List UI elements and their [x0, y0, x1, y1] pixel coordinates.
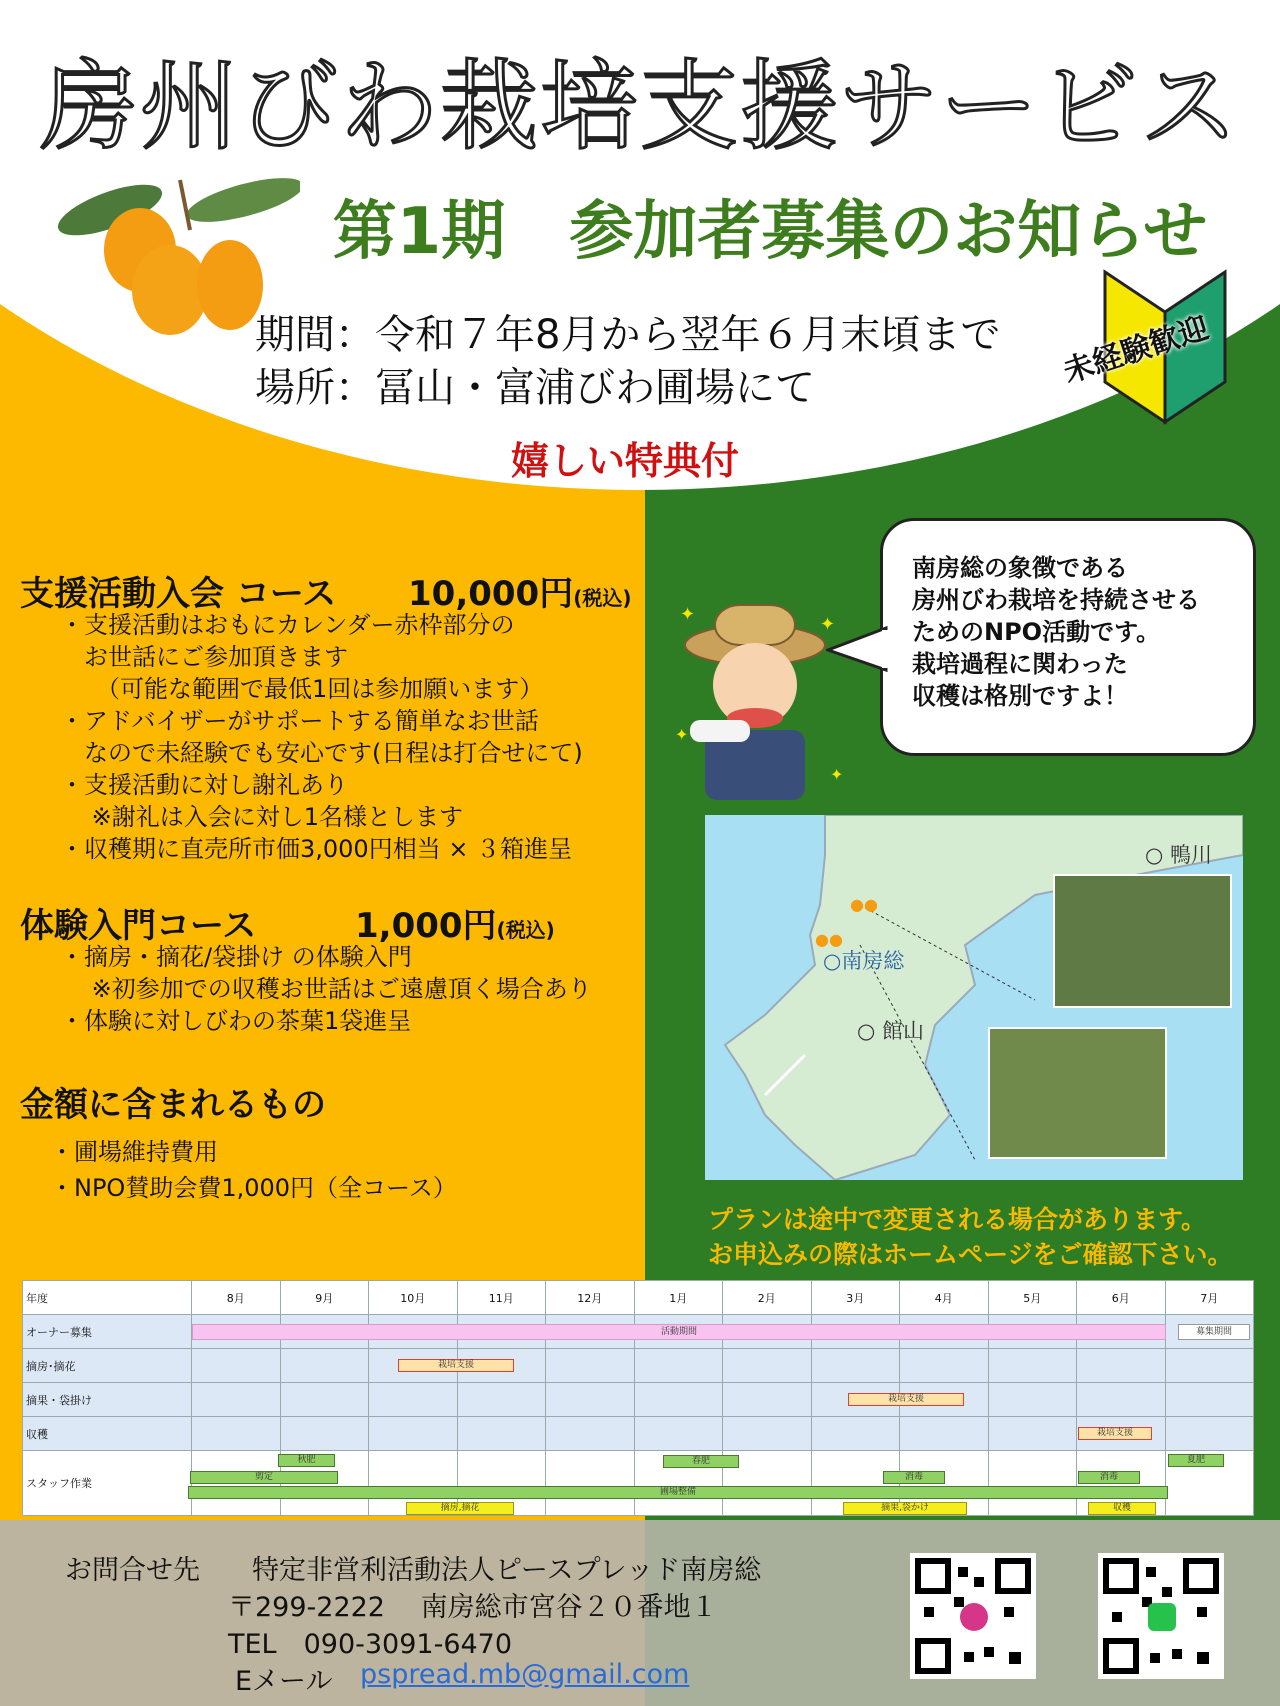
- course1-line: （可能な範囲で最低1回は参加願います）: [60, 675, 544, 703]
- month-header: 7月: [1165, 1281, 1254, 1315]
- course2-line: ※初参加での収穫お世話はご遠慮頂く場合あり: [60, 975, 592, 1003]
- phone: TEL 090-3091-6470: [228, 1629, 513, 1660]
- row-label: 収穫: [23, 1417, 192, 1451]
- support-bar: 栽培支援: [398, 1359, 514, 1372]
- qr-pattern: [914, 1557, 1032, 1675]
- course2-price: 1,000円: [355, 906, 497, 946]
- included-line: ・NPO賛助会費1,000円（全コース）: [50, 1174, 457, 1202]
- svg-text:✦: ✦: [680, 604, 696, 625]
- month-header: 4月: [900, 1281, 989, 1315]
- month-header: 3月: [811, 1281, 900, 1315]
- loquat-marker-icon: ●●: [815, 930, 843, 949]
- sparkle-icon: [670, 600, 850, 800]
- summer-fertilizer-bar: 夏肥: [1168, 1454, 1224, 1467]
- course1-tax: (税込): [573, 586, 632, 610]
- map-label-tateyama: ○ 館山: [857, 1019, 924, 1043]
- kamogawa-label: 鴨川: [1170, 843, 1212, 867]
- maintenance-bar: 圃場整備: [188, 1486, 1168, 1499]
- recruit-period-bar: 募集期間: [1178, 1324, 1250, 1340]
- support-bar: 栽培支援: [848, 1393, 964, 1406]
- course1-line: ・アドバイザーがサポートする簡単なお世話: [60, 707, 539, 735]
- line-qr-code[interactable]: [1098, 1553, 1224, 1679]
- place-text: 場所：冨山・富浦びわ圃場にて: [255, 365, 815, 411]
- harvest-bar: 収穫: [1088, 1502, 1156, 1515]
- orchard-photo: [1053, 874, 1232, 1008]
- welcome-badge: 未経験歓迎: [1059, 310, 1213, 391]
- month-header: 10月: [369, 1281, 458, 1315]
- plan-note: プランは途中で変更される場合があります。 お申込みの際はホームページをご確認下さい。: [708, 1205, 1233, 1269]
- period-text: 期間：令和７年8月から翌年６月末頃まで: [255, 312, 1001, 358]
- month-header: 6月: [1077, 1281, 1166, 1315]
- qr-pattern: [1102, 1557, 1220, 1675]
- email-label: Eメール: [235, 1666, 333, 1697]
- support-bar: 栽培支援: [1078, 1427, 1152, 1440]
- svg-text:✦: ✦: [830, 765, 844, 784]
- schedule-header: 年度: [23, 1281, 192, 1315]
- month-header: 9月: [280, 1281, 369, 1315]
- contact-label: お問合せ先: [65, 1555, 200, 1586]
- schedule-table: [22, 1280, 1254, 1515]
- month-header: 11月: [457, 1281, 546, 1315]
- svg-text:✦: ✦: [675, 725, 689, 744]
- month-header: 5月: [988, 1281, 1077, 1315]
- bonus-text: 嬉しい特典付: [510, 439, 739, 483]
- course1-line: ・支援活動はおもにカレンダー赤枠部分の: [60, 611, 515, 639]
- month-header: 12月: [546, 1281, 635, 1315]
- thinning-flower-bar: 摘房,摘花: [406, 1502, 514, 1515]
- course1-line: お世話にご参加頂きます: [60, 643, 348, 671]
- disinfect-bar: 消毒: [1078, 1471, 1140, 1484]
- course2-title: 体験入門コース: [20, 906, 257, 946]
- instagram-qr-code[interactable]: [910, 1553, 1036, 1679]
- svg-text:✦: ✦: [820, 614, 836, 635]
- speech-bubble-tail: [826, 620, 890, 680]
- map-label-kamogawa: ○ 鴨川: [1145, 843, 1212, 867]
- course1-line: ・収穫期に直売所市価3,000円相当 × ３箱進呈: [60, 835, 573, 863]
- speech-text: 南房総の象徴である 房州びわ栽培を持続させる ためのNPO活動です。 栽培過程に関わった 収穫は格別ですよ！: [912, 554, 1200, 710]
- course1-price-group: [408, 566, 631, 615]
- course2-tax: (税込): [496, 918, 555, 942]
- course2-line: ・摘房・摘花/袋掛け の体験入門: [60, 943, 412, 971]
- orchard-photo: [988, 1027, 1167, 1159]
- included-line: ・圃場維持費用: [50, 1138, 218, 1166]
- minamiboso-label: 南房総: [841, 949, 905, 973]
- loquat-marker-icon: ●●: [850, 895, 878, 914]
- month-header: 1月: [634, 1281, 723, 1315]
- email-link[interactable]: pspread.mb@gmail.com: [360, 1659, 690, 1690]
- row-label: スタッフ作業: [23, 1451, 192, 1516]
- month-header: 2月: [723, 1281, 812, 1315]
- month-header: 8月: [192, 1281, 281, 1315]
- row-label: オーナー募集: [23, 1315, 192, 1349]
- course2-price-group: [355, 898, 555, 947]
- course1-line: なので未経験でも安心です(日程は打合せにて): [60, 739, 583, 767]
- autumn-fertilizer-bar: 秋肥: [278, 1454, 335, 1467]
- tateyama-label: 館山: [882, 1019, 924, 1043]
- row-label: 摘房･摘花: [23, 1349, 192, 1383]
- pruning-bar: 剪定: [190, 1471, 338, 1484]
- course1-line: ※謝礼は入会に対し1名様とします: [60, 803, 464, 831]
- included-title: 金額に含まれるもの: [20, 1085, 326, 1125]
- page-subtitle: 第1期 参加者募集のお知らせ: [332, 195, 1208, 269]
- row-label: 摘果・袋掛け: [23, 1383, 192, 1417]
- thinning-fruit-bar: 摘果,袋かけ: [843, 1502, 967, 1515]
- organization-name: 特定非営利活動法人ピースプレッド南房総: [252, 1555, 762, 1586]
- spring-fertilizer-bar: 春肥: [663, 1455, 739, 1468]
- address: 〒299-2222 南房総市宮谷２０番地１: [228, 1592, 718, 1623]
- page-title: 房州びわ栽培支援サービス: [39, 50, 1240, 164]
- course2-line: ・体験に対しびわの茶葉1袋進呈: [60, 1007, 412, 1035]
- location-map: [705, 815, 1243, 1180]
- disinfect-bar: 消毒: [883, 1471, 945, 1484]
- course1-price: 10,000円: [408, 574, 574, 614]
- activity-period-bar: 活動期間: [192, 1324, 1166, 1340]
- map-label-minamiboso: ○南房総: [823, 949, 905, 973]
- course1-title: 支援活動入会 コース: [20, 574, 337, 614]
- course1-line: ・支援活動に対し謝礼あり: [60, 771, 348, 799]
